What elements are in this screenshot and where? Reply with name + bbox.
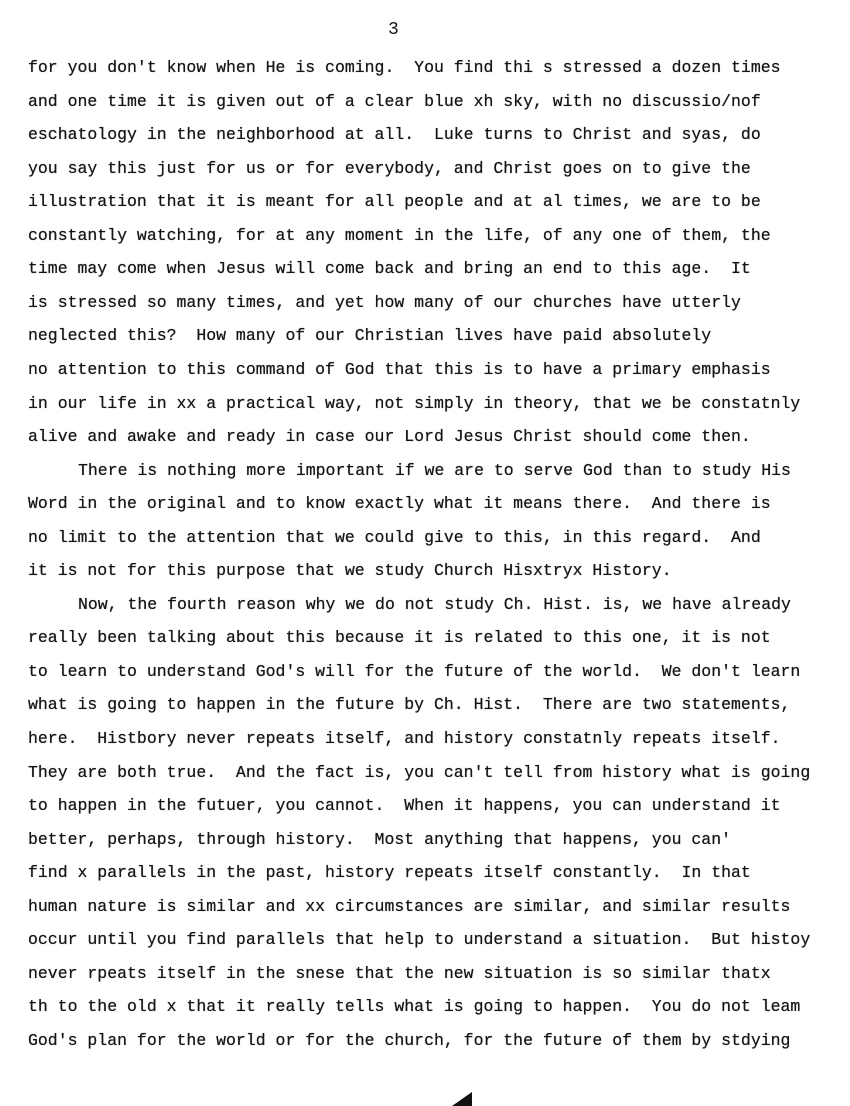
text-line: human nature is similar and xx circumstances are similar, and similar results: [28, 896, 791, 916]
text-line: you say this just for us or for everybody, and Christ goes on to give the: [28, 158, 751, 178]
text-line: They are both true. And the fact is, you can't tell from history what is going: [28, 762, 811, 782]
text-line: in our life in xx a practical way, not simply in theory, that we be constatnly: [28, 393, 801, 413]
text-line: God's plan for the world or for the church, for the future of them by stdying: [28, 1030, 791, 1050]
text-line: here. Histbory never repeats itself, and history constatnly repeats itself.: [28, 729, 781, 748]
text-line: illustration that it is meant for all people and at al times, we are to be: [28, 192, 761, 212]
text-line: what is going to happen in the future by Ch. Hist. There are two statements,: [28, 695, 791, 715]
text-line: time may come when Jesus will come back and bring an end to this age. It: [28, 259, 751, 279]
text-line: Now, the fourth reason why we do not study Ch. Hist. is, we have already: [78, 594, 791, 614]
text-line: alive and awake and ready in case our Lord Jesus Christ should come then.: [28, 427, 751, 447]
text-line: Word in the original and to know exactly what it means there. And there is: [28, 494, 771, 514]
text-line: no limit to the attention that we could give to this, in this regard. And: [28, 527, 761, 547]
text-line: and one time it is given out of a clear blue xh sky, with no discussio/nof: [28, 91, 761, 111]
text-line: constantly watching, for at any moment in the life, of any one of them, the: [28, 225, 771, 245]
page-number: 3: [388, 20, 399, 40]
page-edge-mark: [452, 1092, 472, 1106]
text-line: find x parallels in the past, history repeats itself constantly. In that: [28, 863, 751, 883]
text-line: really been talking about this because it is related to this one, it is not: [28, 628, 771, 648]
text-line: to happen in the futuer, you cannot. When it happens, you can understand it: [28, 796, 781, 816]
text-line: eschatology in the neighborhood at all. Luke turns to Christ and syas, do: [28, 125, 761, 145]
text-line: never rpeats itself in the snese that the new situation is so similar thatx: [28, 963, 771, 983]
text-line: neglected this? How many of our Christian lives have paid absolutely: [28, 326, 712, 346]
text-line: better, perhaps, through history. Most anything that happens, you can': [28, 829, 732, 849]
text-line: occur until you find parallels that help to understand a situation. But histoy: [28, 930, 811, 950]
text-line: th to the old x that it really tells what is going to happen. You do not leam: [28, 997, 801, 1017]
text-line: no attention to this command of God that this is to have a primary emphasis: [28, 359, 771, 379]
text-line: for you don't know when He is coming. You find thi s stressed a dozen times: [28, 58, 781, 77]
text-line: is stressed so many times, and yet how many of our churches have utterly: [28, 292, 741, 312]
text-line: to learn to understand God's will for the future of the world. We don't learn: [28, 661, 801, 681]
text-line: There is nothing more important if we are to serve God than to study His: [78, 460, 791, 480]
text-line: it is not for this purpose that we study Church Hisxtryx History.: [28, 561, 672, 581]
